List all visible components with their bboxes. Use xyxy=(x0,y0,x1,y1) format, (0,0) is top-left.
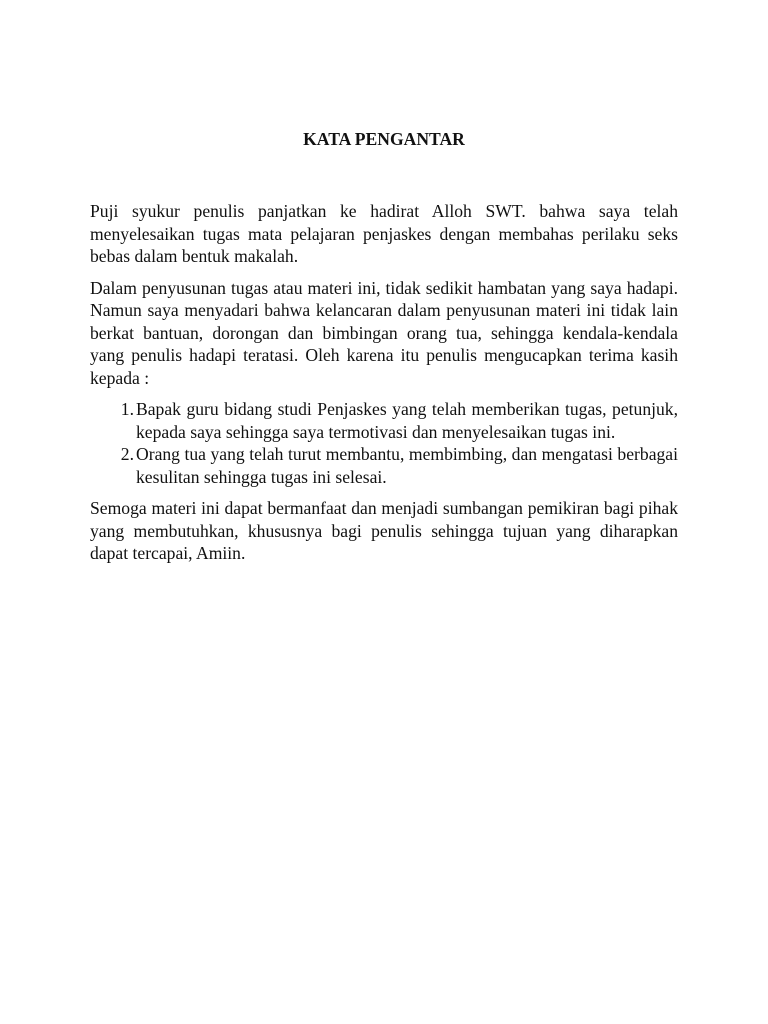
list-item-text: Bapak guru bidang studi Penjaskes yang telah memberikan tugas, petunjuk, kepada saya sehingga saya termotivasi dan menyelesaikan tugas ini. xyxy=(136,399,678,442)
paragraph-acknowledgement: Dalam penyusunan tugas atau materi ini, tidak sedikit hambatan yang saya hadapi. Namun saya menyadari bahwa kelancaran dalam penyusunan materi ini tidak lain berkat bantuan, dorongan dan bimbingan orang tua, sehingga kendala-kendala yang penulis hadapi teratasi. Oleh karena itu penulis mengucapkan terima kasih kepada : xyxy=(90,277,678,388)
list-item-number: 1. xyxy=(120,399,134,419)
paragraph-intro: Puji syukur penulis panjatkan ke hadirat Alloh SWT. bahwa saya telah menyelesaikan tugas mata pelajaran penjaskes dengan membahas perilaku seks bebas dalam bentuk makalah. xyxy=(90,201,678,266)
thanks-list xyxy=(90,398,678,488)
list-item xyxy=(90,398,678,443)
list-item xyxy=(90,443,678,488)
paragraph-closing: Semoga materi ini dapat bermanfaat dan menjadi sumbangan pemikiran bagi pihak yang membutuhkan, khususnya bagi penulis sehingga tujuan yang diharapkan dapat tercapai, Amiin. xyxy=(90,498,678,563)
list-item-text: Orang tua yang telah turut membantu, membimbing, dan mengatasi berbagai kesulitan sehingga tugas ini selesai. xyxy=(136,444,678,487)
page-title: KATA PENGANTAR xyxy=(303,129,465,149)
list-item-number: 2. xyxy=(120,444,134,464)
document-body xyxy=(90,200,678,574)
